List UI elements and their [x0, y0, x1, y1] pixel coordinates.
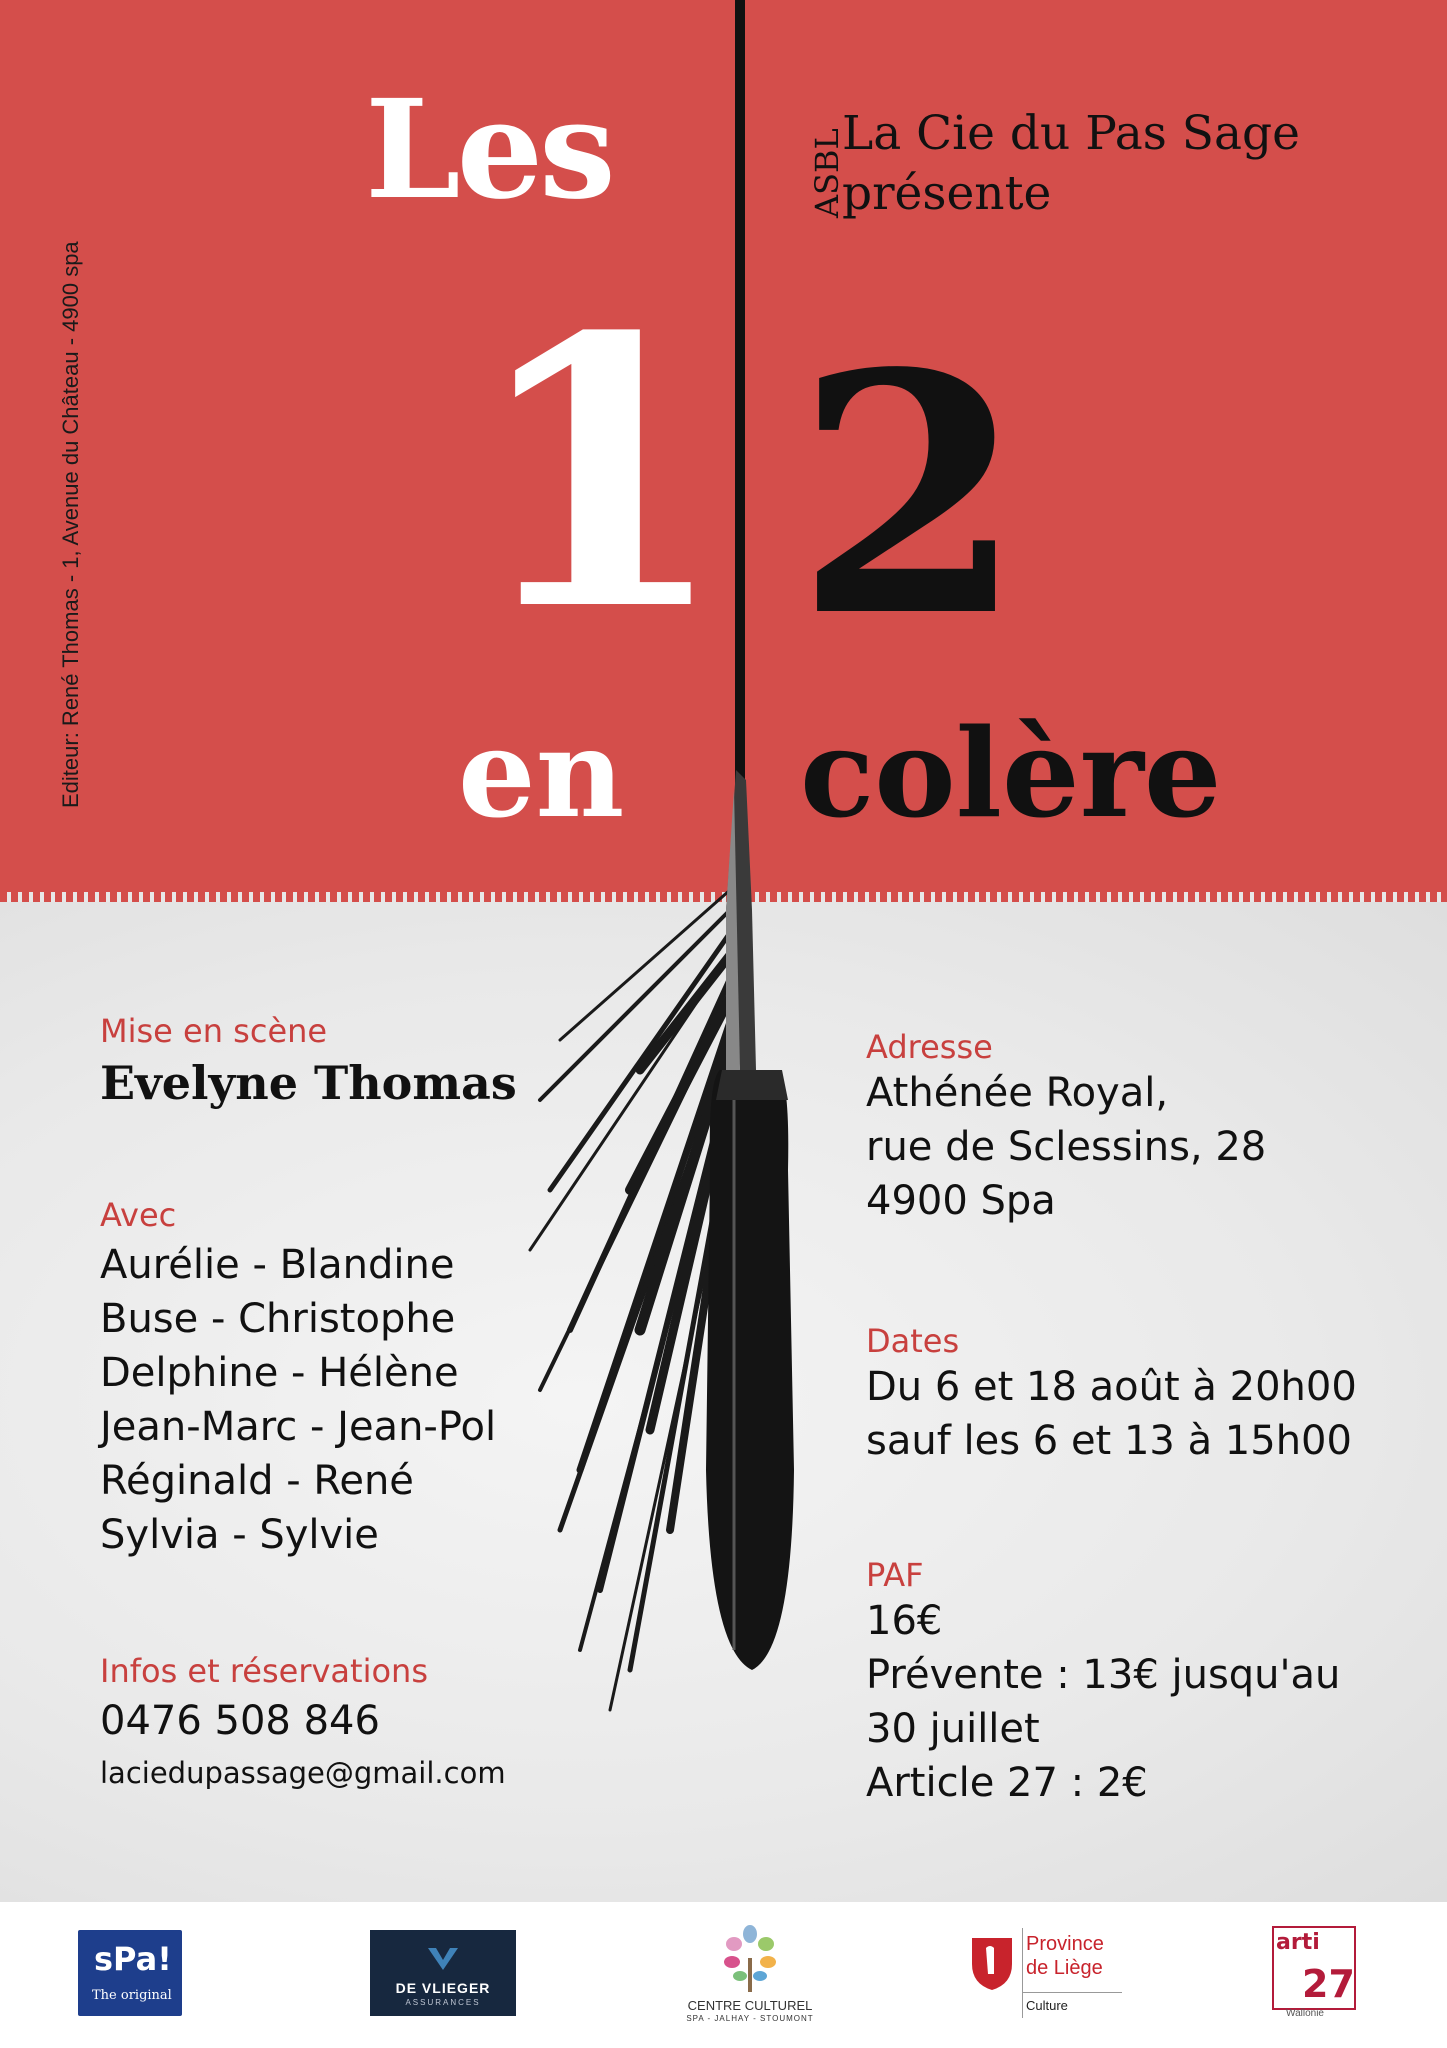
title-colere: colère: [800, 701, 1222, 845]
cast-label: Avec: [100, 1196, 177, 1234]
spa-logo-tagline: The original: [92, 1988, 172, 2003]
direction-label: Mise en scène: [100, 1012, 328, 1050]
address-label: Adresse: [866, 1028, 993, 1066]
ink-splash: [530, 890, 738, 1710]
knife-illustration: [520, 770, 850, 1770]
cast-line: Sylvia - Sylvie: [100, 1512, 379, 1558]
cast-line: Buse - Christophe: [100, 1296, 456, 1342]
price-label: PAF: [866, 1556, 924, 1594]
spa-logo-name: sPa!: [94, 1940, 172, 1978]
director-name: Evelyne Thomas: [100, 1056, 517, 1110]
address-line: rue de Sclessins, 28: [866, 1124, 1267, 1170]
province-crest-icon: [968, 1934, 1016, 1992]
article27-sub: Wallonie: [1286, 2008, 1324, 2019]
province-line2: de Liège: [1026, 1957, 1103, 1979]
knife-handle: [706, 1070, 794, 1670]
cast-line: Delphine - Hélène: [100, 1350, 459, 1396]
title-two: 2: [795, 301, 1025, 689]
province-sub: Culture: [1026, 1998, 1068, 2013]
price-lines: [866, 1594, 1340, 1810]
province-liege-logo: [964, 1928, 1124, 2018]
presenter-company: La Cie du Pas Sage: [842, 106, 1300, 161]
info-block: [100, 1652, 506, 1790]
presenter: [842, 104, 1300, 224]
tree-icon: [718, 1924, 782, 1996]
address-block: [866, 1028, 1266, 1228]
devlieger-sub: ASSURANCES: [405, 1998, 481, 2007]
price-line: 30 juillet: [866, 1706, 1040, 1752]
dates-line: Du 6 et 18 août à 20h00: [866, 1364, 1357, 1410]
cast-list: [100, 1238, 496, 1562]
article27-top: arti: [1276, 1930, 1320, 1955]
centre-culturel-sub: SPA - JALHAY - STOUMONT: [686, 2014, 814, 2023]
cast-line: Réginald - René: [100, 1458, 414, 1504]
address-line: 4900 Spa: [866, 1178, 1056, 1224]
divider: [1022, 1992, 1122, 1993]
asbl-label: ASBL: [808, 128, 846, 218]
province-name: [1026, 1932, 1104, 1980]
article27-number: 27: [1302, 1962, 1355, 2006]
presenter-presents: présente: [842, 166, 1052, 221]
phone-number: 0476 508 846: [100, 1698, 380, 1744]
cast-line: Aurélie - Blandine: [100, 1242, 455, 1288]
price-block: [866, 1556, 1340, 1810]
price-line: Prévente : 13€ jusqu'au: [866, 1652, 1341, 1698]
price-line: 16€: [866, 1598, 943, 1644]
address-lines: [866, 1066, 1266, 1228]
title-en: en: [458, 701, 625, 845]
divider: [1022, 1928, 1023, 2018]
centre-culturel-name: CENTRE CULTUREL: [687, 1998, 813, 2013]
dates-block: [866, 1322, 1357, 1468]
province-line1: Province: [1026, 1933, 1104, 1955]
article27-logo: [1272, 1926, 1354, 2022]
centre-culturel-logo: [650, 1920, 850, 2030]
cast-line: Jean-Marc - Jean-Pol: [100, 1404, 497, 1450]
dates-lines: [866, 1360, 1357, 1468]
price-line: Article 27 : 2€: [866, 1760, 1148, 1806]
address-line: Athénée Royal,: [866, 1070, 1169, 1116]
direction-block: [100, 1012, 517, 1110]
info-label: Infos et réservations: [100, 1652, 428, 1690]
split-line: [735, 0, 745, 800]
email-address: laciedupassage@gmail.com: [100, 1756, 506, 1790]
dates-line: sauf les 6 et 13 à 15h00: [866, 1418, 1352, 1464]
editor-line: Editeur: René Thomas - 1, Avenue du Château - 4900 spa: [58, 241, 83, 808]
title-one: 1: [470, 258, 728, 692]
devlieger-logo: [370, 1930, 516, 2016]
spa-logo: [78, 1930, 182, 2016]
title-les: Les: [365, 70, 612, 230]
devlieger-mark-icon: [426, 1940, 460, 1974]
cast-block: [100, 1196, 496, 1562]
dates-label: Dates: [866, 1322, 960, 1360]
devlieger-name: DE VLIEGER: [395, 1980, 491, 1996]
